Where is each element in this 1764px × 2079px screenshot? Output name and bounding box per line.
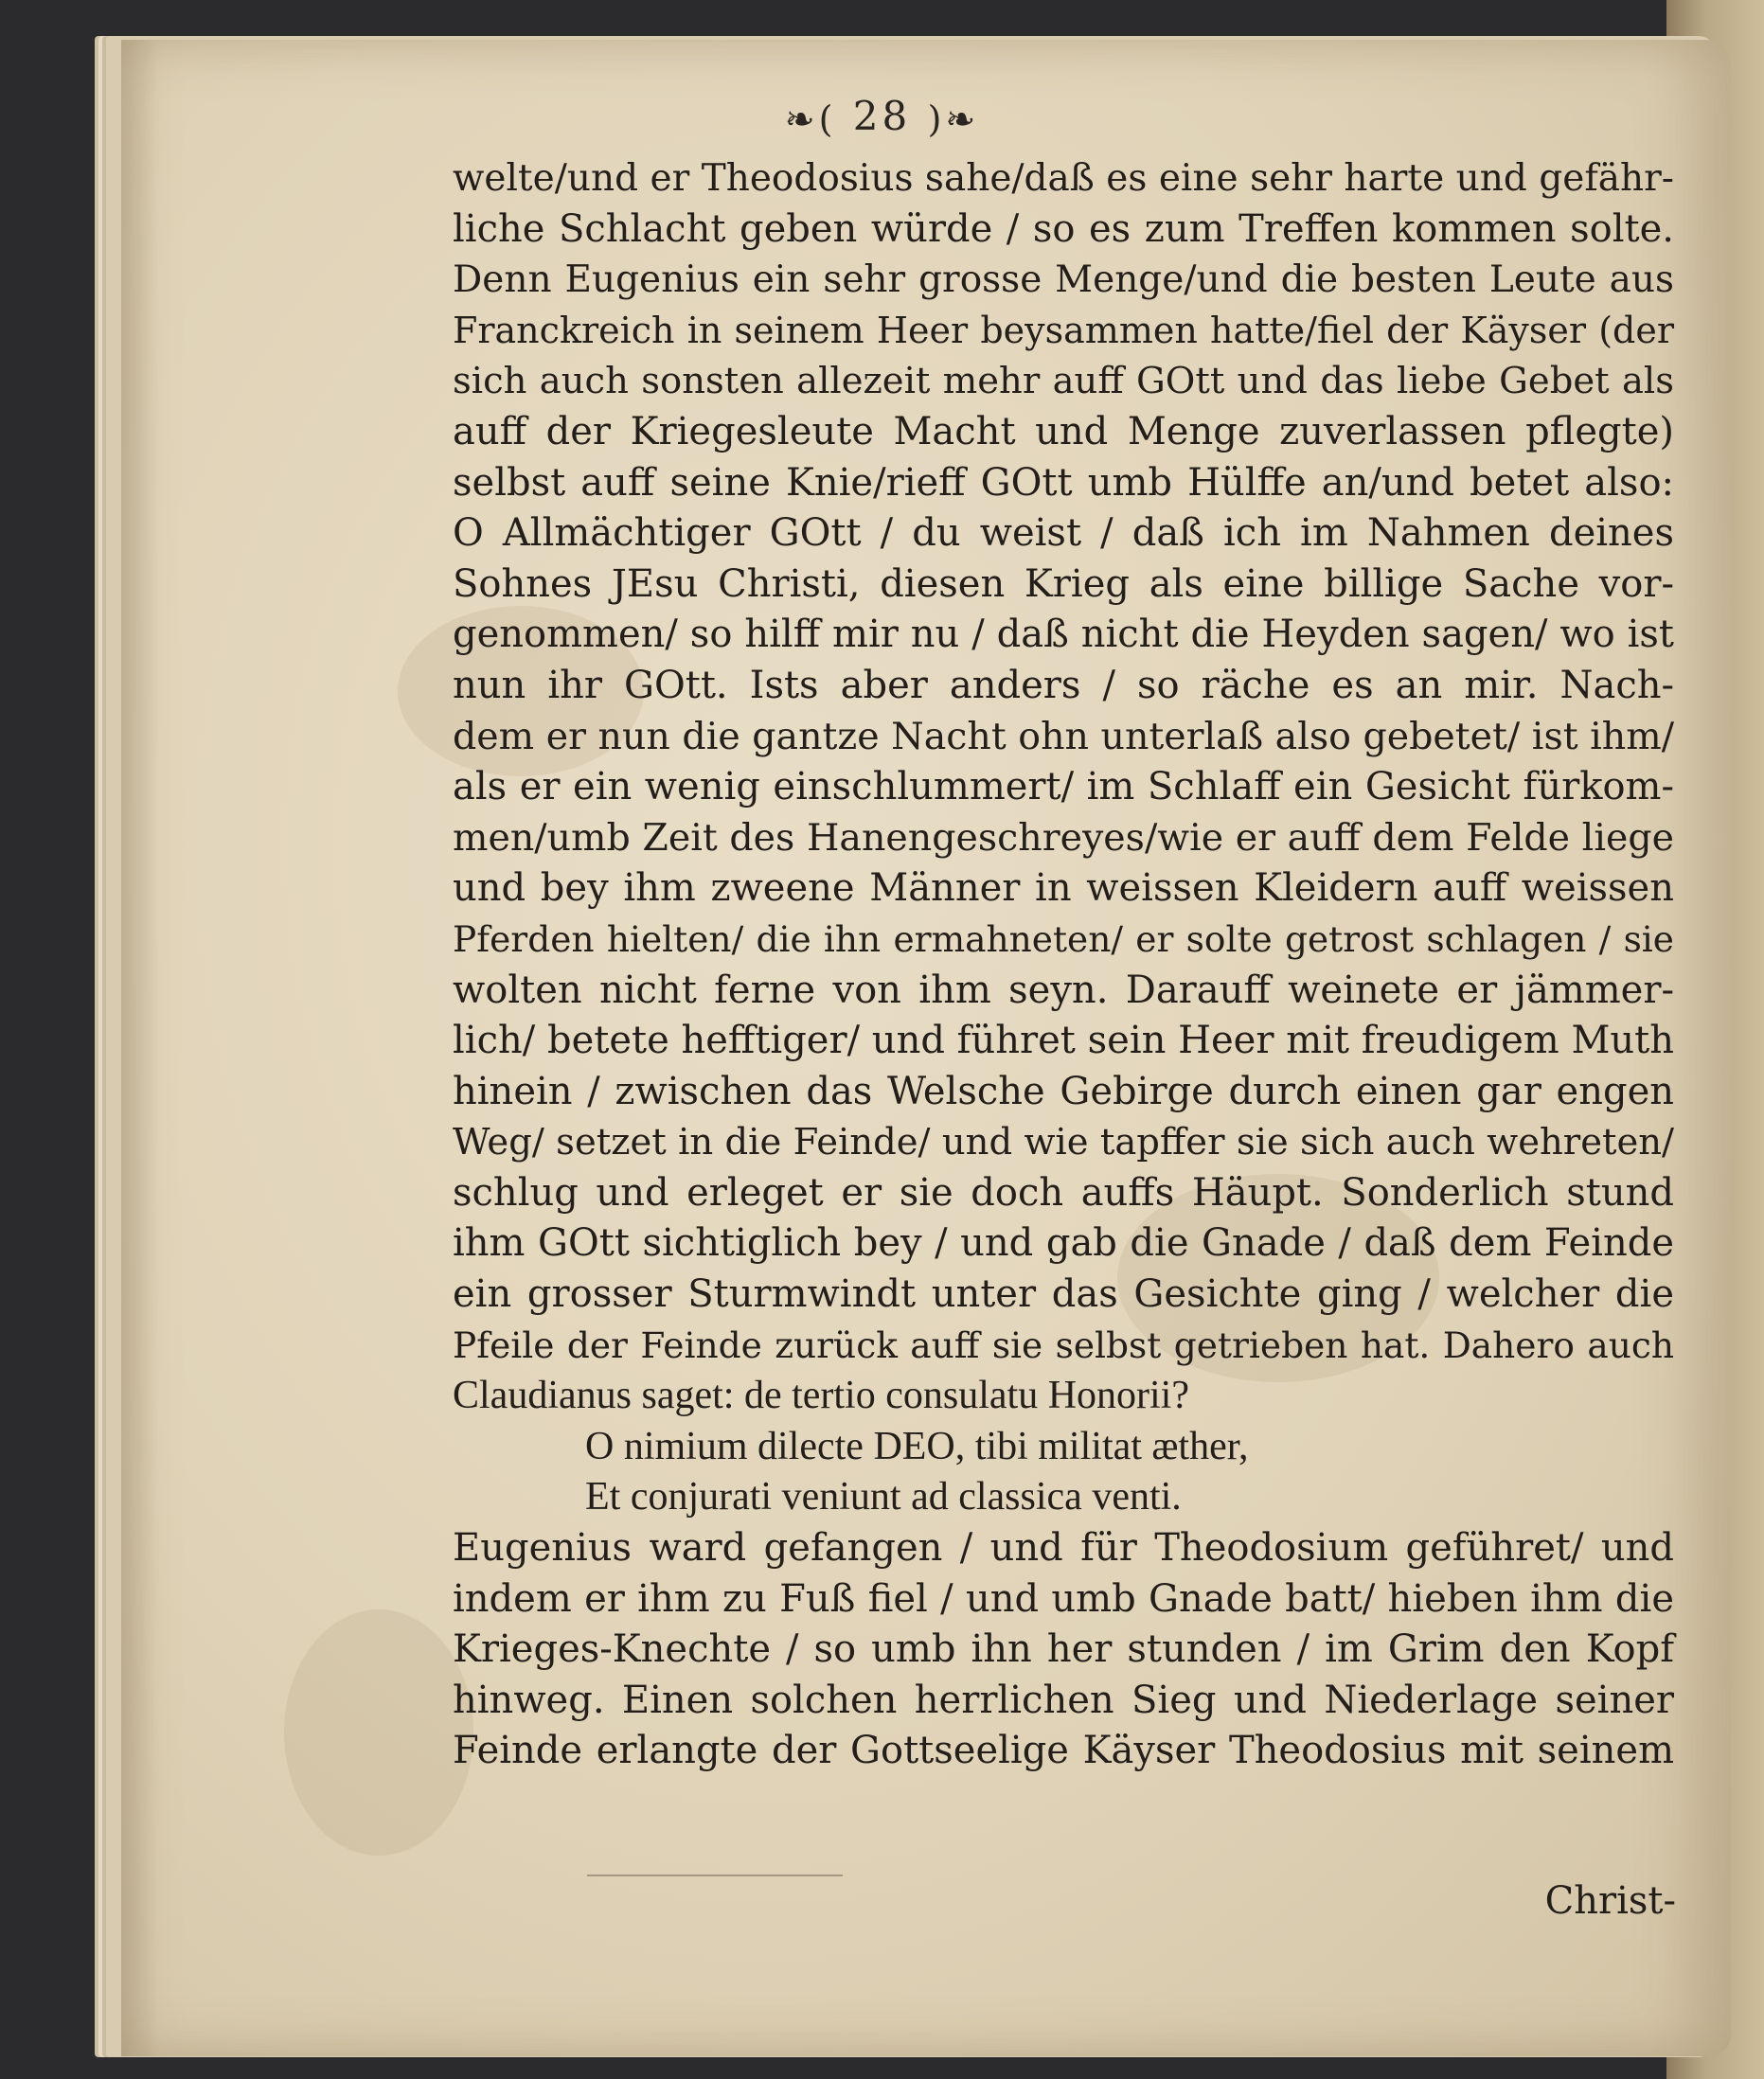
text-line: genommen/ so hilff mir nu / daß nicht die Heyden sagen/ wo ist [453,613,1674,657]
text-line: und bey ihm zweene Männer in weissen Kleidern auff weissen [453,866,1674,911]
text-line: indem er ihm zu Fuß fiel / und umb Gnade batt/ hieben ihm die [453,1576,1674,1621]
text-line: Weg/ setzet in die Feinde/ und wie tapffer sie sich auch wehreten/ [453,1121,1674,1164]
text-line: liche Schlacht geben würde / so es zum Treffen kommen solte. [453,206,1674,251]
text-line: ein grosser Sturmwindt unter das Gesichte ging / welcher die [453,1272,1674,1317]
text-line: Claudianus saget: de tertio consulatu Honorii? [453,1374,1189,1418]
text-line: wolten nicht ferne von ihm seyn. Darauff weinete er jämmer- [453,968,1674,1012]
catchword: Christ- [1544,1879,1676,1923]
text-line: auff der Kriegesleute Macht und Menge zuverlassen pflegte) [453,409,1674,453]
text-line: welte/und er Theodosius sahe/daß es eine sehr harte und gefähr- [453,157,1674,200]
paper-stain [284,1609,473,1856]
body-text [453,153,1674,1777]
text-line: selbst auff seine Knie/rieff GOtt umb Hülffe an/und betet also: [453,460,1674,505]
text-line: schlug und erleget er sie doch auffs Häupt. Sonderlich stund [453,1170,1674,1215]
text-line: ihm GOtt sichtiglich bey / und gab die Gnade / daß dem Feinde [453,1221,1674,1266]
header-ornament-right-icon: )❧ [927,98,980,140]
verse-line: Et conjurati veniunt ad classica venti. [585,1475,1182,1519]
header-ornament-left-icon: ❧( [784,98,837,140]
text-line: Pferden hielten/ die ihn ermahneten/ er solte getrost schlagen / sie [453,917,1674,960]
page-number: 28 [852,93,912,139]
text-line: Krieges-Knechte / so umb ihn her stunden / im Grim den Kopf [453,1627,1674,1672]
text-line: hinweg. Einen solchen herrlichen Sieg und Niederlage seiner [453,1678,1674,1722]
text-line: Denn Eugenius ein sehr grosse Menge/und die besten Leute aus [453,258,1674,302]
verse-line: O nimium dilecte DEO, tibi militat æther, [585,1424,1249,1468]
text-line: lich/ betete hefftiger/ und führet sein Heer mit freudigem Muth [453,1019,1674,1063]
text-line: hinein / zwischen das Welsche Gebirge durch einen gar engen [453,1069,1674,1113]
text-line: dem er nun die gantze Nacht ohn unterlaß also gebetet/ ist ihm/ [453,714,1674,758]
text-line: sich auch sonsten allezeit mehr auff GOtt und das liebe Gebet als [453,360,1674,403]
ink-rule [587,1875,843,1876]
text-line: Franckreich in seinem Heer beysammen hatte/fiel der Käyser (der [453,309,1674,351]
text-line: Eugenius ward gefangen / und für Theodosium geführet/ und [453,1526,1674,1571]
page-header [0,93,1764,159]
text-line: Pfeile der Feinde zurück auff sie selbst getrieben hat. Dahero auch [453,1324,1674,1366]
text-line: O Allmächtiger GOtt / du weist / daß ich im Nahmen deines [453,511,1674,556]
text-line: als er ein wenig einschlummert/ im Schlaff ein Gesicht fürkom- [453,765,1674,809]
text-line: nun ihr GOtt. Ists aber anders / so räche es an mir. Nach- [453,663,1674,707]
text-line: men/umb Zeit des Hanengeschreyes/wie er auff dem Felde liege [453,815,1674,860]
text-line: Sohnes JEsu Christi, diesen Krieg als eine billige Sache vor- [453,561,1674,606]
page-gutter [121,40,159,2056]
text-line: Feinde erlangte der Gottseelige Käyser Theodosius mit seinem [453,1729,1674,1773]
